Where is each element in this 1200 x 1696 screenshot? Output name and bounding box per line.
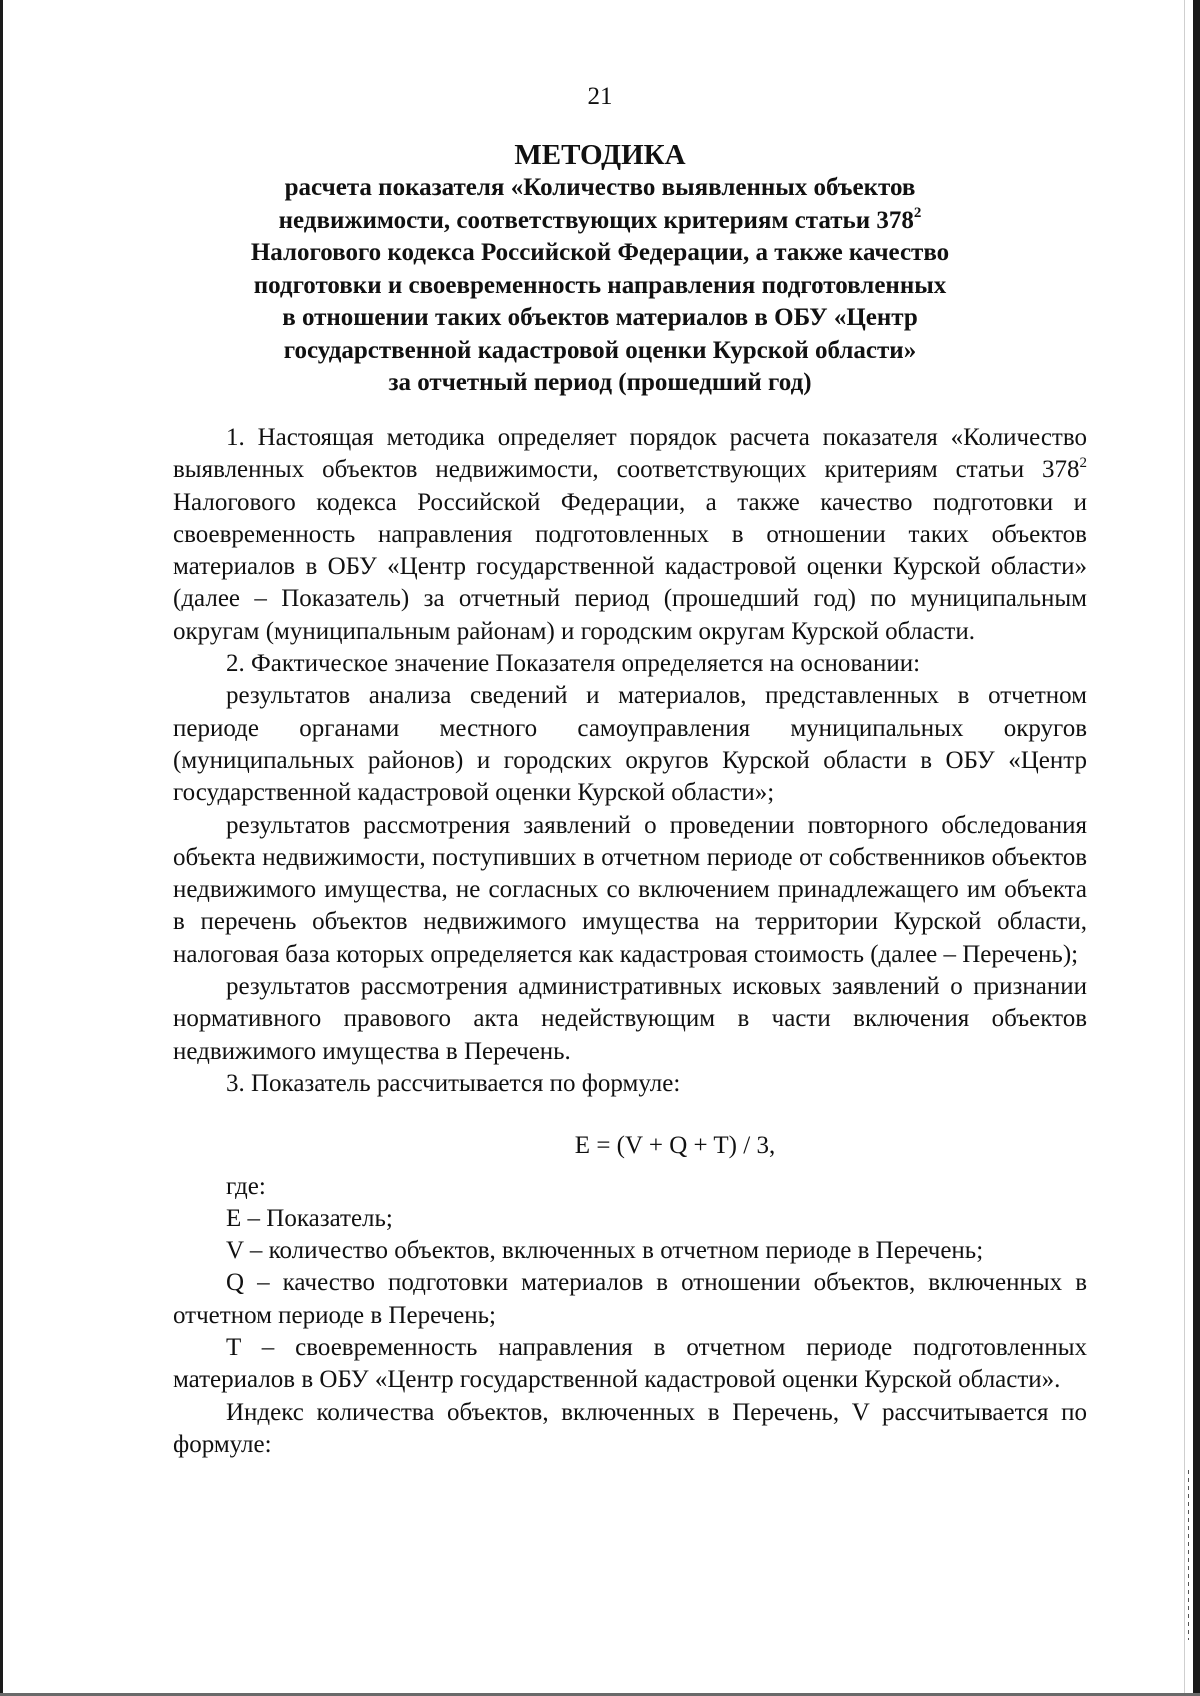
paragraph-2-item-b: результатов рассмотрения заявлений о проведении повторного обследования объекта недвижимости, поступивших в отчетном периоде от собственников объектов недвижимого имущества, не согласных со включением принадлежащего им объекта в перечень объектов недвижимого имущества на территории Курской области, налоговая база которых определяется как кадастровая стоимость (далее – Перечень); <box>173 811 1087 968</box>
paragraph-text: Налогового кодекса Российской Федерации, а также качество подготовки и своевременность направления подготовленных в отношении таких объектов материалов в ОБУ «Центр государственной кадастровой оценки Курской области» (далее – Показатель) за отчетный период (прошедший год) по муниципальным округам (муниципальным районам) и городским округам Курской области. <box>173 488 1087 645</box>
definition-v: V – количество объектов, включенных в отчетном периоде в Перечень; <box>226 1237 984 1265</box>
superscript: 2 <box>1079 454 1087 471</box>
paragraph-2: 2. Фактическое значение Показателя определяется на основании: <box>226 650 921 678</box>
paragraph-text: 1. Настоящая методика определяет порядок расчета показателя «Количество выявленных объектов недвижимости, соответствующих критериям статьи 378 <box>173 424 1087 484</box>
subtitle-line-text: недвижимости, соответствующих критериям статьи 378 <box>278 206 914 234</box>
paragraph-3: 3. Показатель рассчитывается по формуле: <box>226 1069 681 1097</box>
paragraph-2-item-a: результатов анализа сведений и материалов, представленных в отчетном периоде органами местного самоуправления муниципальных округов (муниципальных районов) и городских округов Курской области в ОБУ «Центр государственной кадастровой оценки Курской области»; <box>173 682 1087 807</box>
subtitle-line <box>0 205 1200 238</box>
definition-q: Q – качество подготовки материалов в отношении объектов, включенных в отчетном периоде в Перечень; <box>173 1269 1087 1329</box>
document-body <box>173 422 1087 1461</box>
subtitle-line: в отношении таких объектов материалов в ОБУ «Центр <box>282 304 918 331</box>
index-v-paragraph: Индекс количества объектов, включенных в Перечень, V рассчитывается по формуле: <box>173 1398 1087 1458</box>
subtitle-line: расчета показателя «Количество выявленных объектов <box>284 174 916 201</box>
paragraph-1 <box>173 422 1087 648</box>
subtitle-line: государственной кадастровой оценки Курской области» <box>283 336 917 364</box>
definition-t: T – своевременность направления в отчетном периоде подготовленных материалов в ОБУ «Центр государственной кадастровой оценки Курской области». <box>173 1334 1087 1394</box>
formula: E = (V + Q + T) / 3, <box>574 1132 776 1160</box>
superscript: 2 <box>913 205 922 222</box>
where-label: где: <box>226 1172 266 1200</box>
page-number: 21 <box>587 83 613 110</box>
subtitle-line: за отчетный период (прошедший год) <box>388 369 812 396</box>
scan-edge-dash <box>1188 1470 1189 1640</box>
document-subtitle <box>0 172 1200 400</box>
subtitle-line: Налогового кодекса Российской Федерации, а также качество <box>250 239 950 266</box>
subtitle-line: подготовки и своевременность направления подготовленных <box>253 271 947 299</box>
paragraph-2-item-c: результатов рассмотрения административных исковых заявлений о признании нормативного правового акта недействующим в части включения объектов недвижимого имущества в Перечень. <box>173 973 1087 1065</box>
definition-e: E – Показатель; <box>226 1204 393 1232</box>
document-title: МЕТОДИКА <box>514 139 686 171</box>
